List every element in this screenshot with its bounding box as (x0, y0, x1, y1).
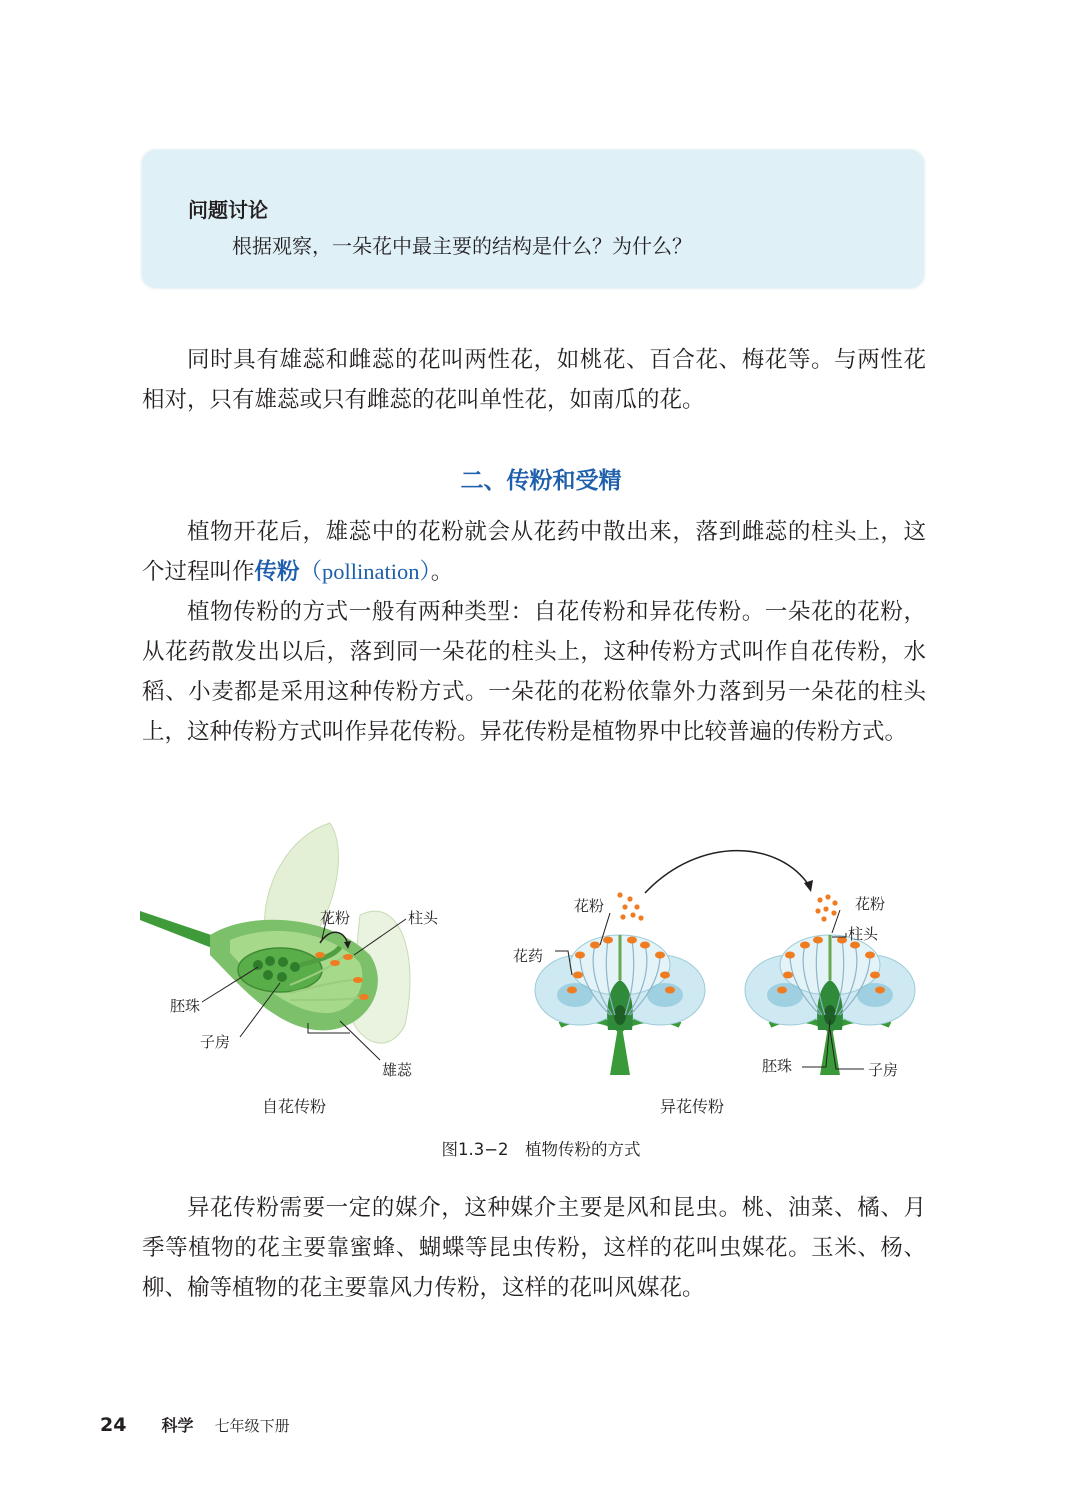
paragraph-pollination-definition (142, 512, 926, 592)
grade-name: 七年级下册 (214, 1417, 290, 1435)
pollination-illustration (140, 815, 930, 1095)
cross-label-pollen-right: 花粉 (855, 895, 886, 913)
self-label-ovary: 子房 (200, 1033, 231, 1051)
self-label-pollen: 花粉 (320, 909, 351, 927)
cross-label-ovary: 子房 (868, 1061, 899, 1079)
self-label-stamen: 雄蕊 (382, 1061, 413, 1079)
cross-label-anther: 花药 (513, 947, 544, 965)
cross-label-ovule: 胚珠 (762, 1057, 793, 1075)
term-pollination-english: （pollination） (299, 559, 431, 584)
cross-flower-right (745, 894, 915, 1075)
discussion-question: 根据观察，一朵花中最主要的结构是什么？为什么？ (232, 234, 692, 258)
paragraph-pollination-text: 植物开花后，雄蕊中的花粉就会从花药中散出来，落到雌蕊的柱头上，这个过程叫作 (142, 519, 926, 585)
self-pollination-flower-drawing (140, 823, 410, 1060)
page-footer (100, 1413, 290, 1436)
page-number: 24 (100, 1414, 127, 1436)
cross-label-pollen-left: 花粉 (574, 897, 605, 915)
cross-label-stigma: 柱头 (848, 925, 879, 943)
section-title: 二、传粉和受精 (460, 468, 622, 494)
discussion-title: 问题讨论 (188, 198, 268, 222)
paragraph-pollination-types: 植物传粉的方式一般有两种类型：自花传粉和异花传粉。一朵花的花粉，从花药散发出以后，落到同一朵花的柱头上，这种传粉方式叫作自花传粉，水稻、小麦都是采用这种传粉方式。一朵花的花粉依靠外力落到另一朵花的柱头上，这种传粉方式叫作异花传粉。异花传粉是植物界中比较普遍的传粉方式。 (142, 599, 926, 745)
cross-pollination-caption: 异花传粉 (660, 1097, 725, 1116)
paragraph-bisexual-flowers: 同时具有雄蕊和雌蕊的花叫两性花，如桃花、百合花、梅花等。与两性花相对，只有雄蕊或只有雌蕊的花叫单性花，如南瓜的花。 (142, 347, 926, 413)
pollination-figure (140, 815, 930, 1125)
self-label-ovule: 胚珠 (170, 997, 201, 1015)
discussion-box (142, 150, 924, 288)
self-pollination-caption: 自花传粉 (262, 1097, 327, 1116)
cross-pollination-arrow (645, 851, 810, 893)
paragraph-pollination-end: 。 (430, 559, 454, 585)
cross-flower-left (535, 892, 705, 1075)
figure-caption: 图1.3−2 植物传粉的方式 (441, 1140, 641, 1159)
paragraph-pollination-media: 异花传粉需要一定的媒介，这种媒介主要是风和昆虫。桃、油菜、橘、月季等植物的花主要靠蜜蜂、蝴蝶等昆虫传粉，这样的花叫虫媒花。玉米、杨、柳、榆等植物的花主要靠风力传粉，这样的花叫风媒花。 (142, 1195, 926, 1301)
subject-name: 科学 (161, 1416, 194, 1435)
term-pollination: 传粉 (254, 559, 300, 585)
self-label-stigma: 柱头 (408, 909, 439, 927)
